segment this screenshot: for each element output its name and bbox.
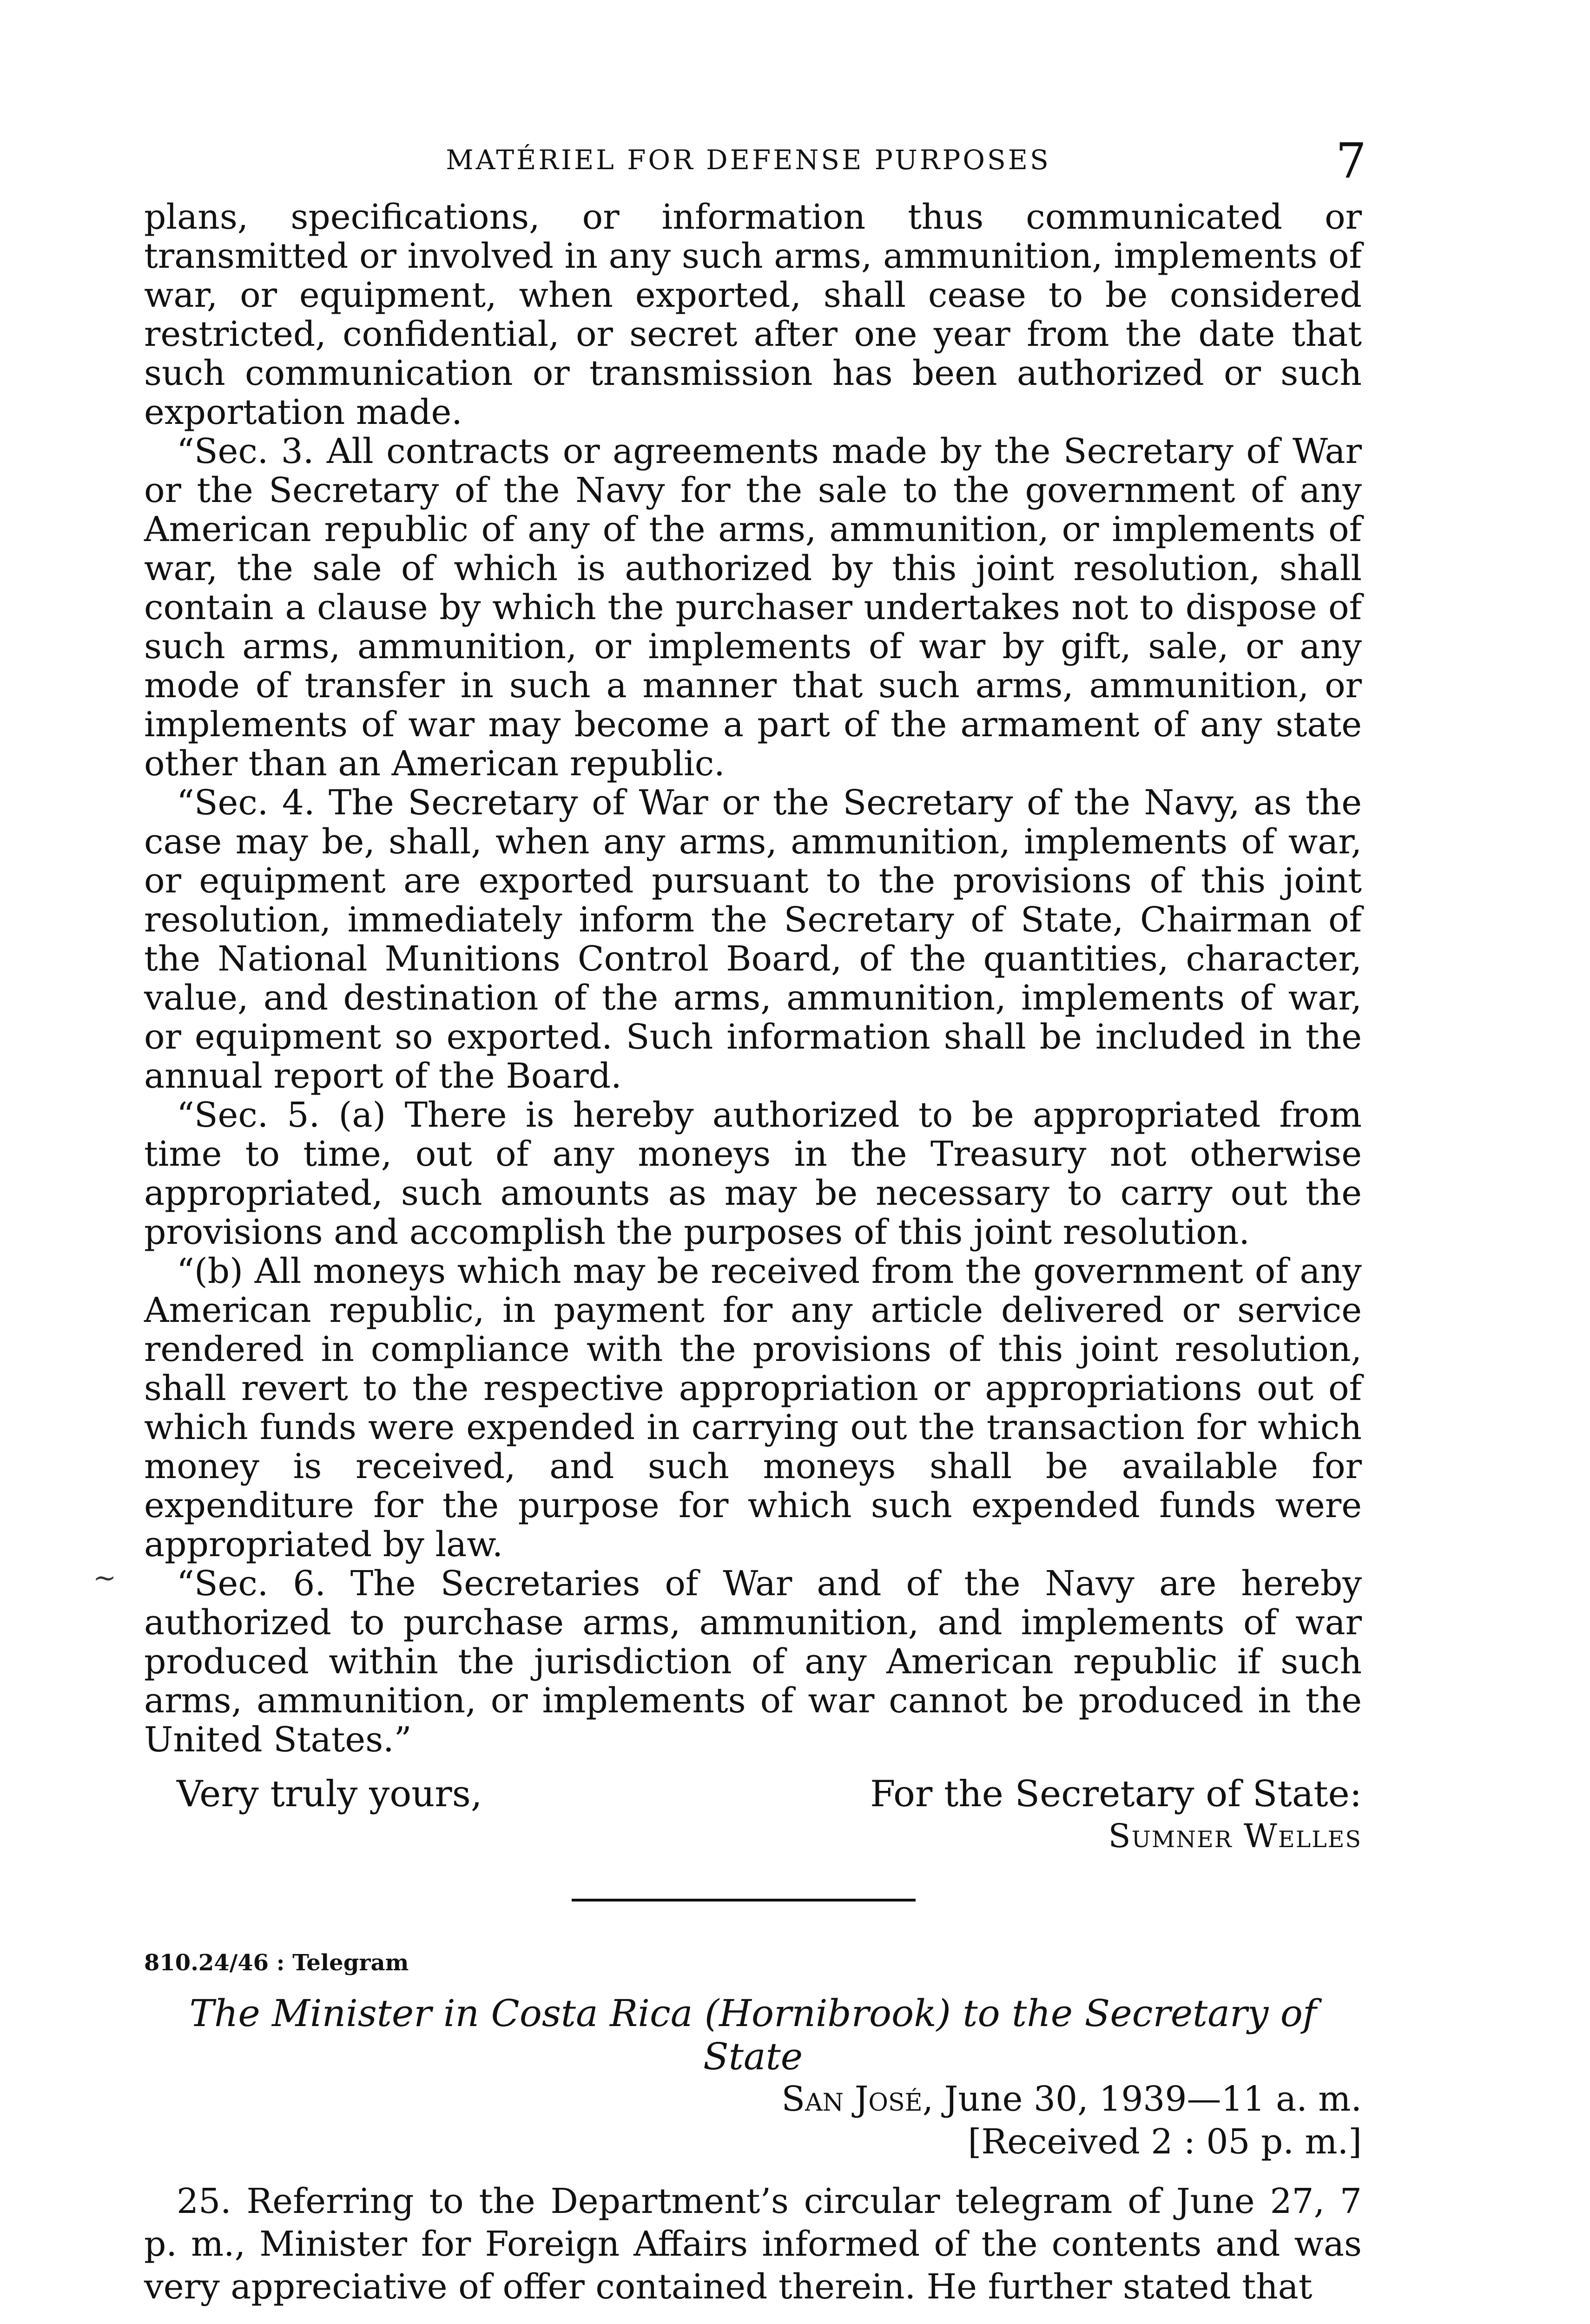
- running-head: [144, 132, 1366, 191]
- dateline-date: , June 30, 1939—11 a. m.: [922, 2079, 1362, 2119]
- paragraph-continuation: plans, specifications, or information thus communicated or transmitted or involved in any such arms, ammunition, implements of war, or equipment, when exported, shall cease to be considered restricted, confidential, or secret after one year from the date that such communication or transmission has been authorized or such exportation made.: [144, 197, 1362, 432]
- valediction: Very truly yours,: [177, 1773, 482, 1815]
- paragraph-sec-3: “Sec. 3. All contracts or agreements made by the Secretary of War or the Secretary of the Navy for the sale to the government of any American republic of any of the arms, ammunition, or implements of war, the sale of which is authorized by this joint resolution, shall contain a clause by which the purchaser undertakes not to dispose of such arms, ammunition, or implements of war by gift, sale, or any mode of transfer in such a manner that such arms, ammunition, or implements of war may become a part of the armament of any state other than an American republic.: [144, 431, 1362, 784]
- margin-mark: ~: [93, 1562, 117, 1594]
- paragraph-sec-5a: “Sec. 5. (a) There is hereby authorized to be appropriated from time to time, out of any moneys in the Treasury not otherwise appropriated, such amounts as may be necessary to carry out the provisions and accomplish the purposes of this joint resolution.: [144, 1095, 1362, 1252]
- dateline-received: [Received 2 : 05 p. m.]: [968, 2122, 1362, 2162]
- page-number: 7: [1335, 132, 1366, 189]
- dateline-place: San José: [781, 2079, 923, 2119]
- section-divider: [572, 1899, 916, 1901]
- telegram-paragraph: 25. Referring to the Department’s circular telegram of June 27, 7 p. m., Minister for Foreign Affairs informed of the contents and was very appreciative of offer contained therein. He further stated that: [144, 2181, 1362, 2307]
- telegram-title: The Minister in Costa Rica (Hornibrook) to the Secretary of State: [189, 1992, 1317, 2078]
- dateline-sent: [781, 2078, 1362, 2120]
- closing-block: [177, 1773, 1362, 1866]
- paragraph-sec-5b: “(b) All moneys which may be received from the government of any American republic, in payment for any article delivered or service rendered in compliance with the provisions of this joint resolution, shall revert to the respective appropriation or appropriations out of which funds were expended in carrying out the transaction for which money is received, and such moneys shall be available for expenditure for the purpose for which such expended funds were appropriated by law.: [144, 1251, 1362, 1565]
- signer-name: Sumner Welles: [1108, 1817, 1362, 1855]
- for-secretary-line: For the Secretary of State:: [870, 1773, 1362, 1815]
- file-reference: 810.24/46 : Telegram: [144, 1950, 409, 1976]
- letter-body: [144, 198, 1362, 1759]
- paragraph-sec-4: “Sec. 4. The Secretary of War or the Secretary of the Navy, as the case may be, shall, when any arms, ammunition, implements of war, or equipment are exported pursuant to the provisions of this joint resolution, immediately inform the Secretary of State, Chairman of the National Munitions Control Board, of the quantities, character, value, and destination of the arms, ammunition, implements of war, or equipment so exported. Such information shall be included in the annual report of the Board.: [144, 783, 1362, 1096]
- telegram-body: [144, 2180, 1362, 2308]
- dateline: [781, 2078, 1362, 2163]
- paragraph-sec-6: “Sec. 6. The Secretaries of War and of the Navy are hereby authorized to purchase arms, ammunition, and implements of war produced within the jurisdiction of any American republic if such arms, ammunition, or implements of war cannot be produced in the United States.”: [144, 1564, 1362, 1760]
- signature-block: [870, 1773, 1362, 1857]
- running-title: MATÉRIEL FOR DEFENSE PURPOSES: [446, 144, 1051, 176]
